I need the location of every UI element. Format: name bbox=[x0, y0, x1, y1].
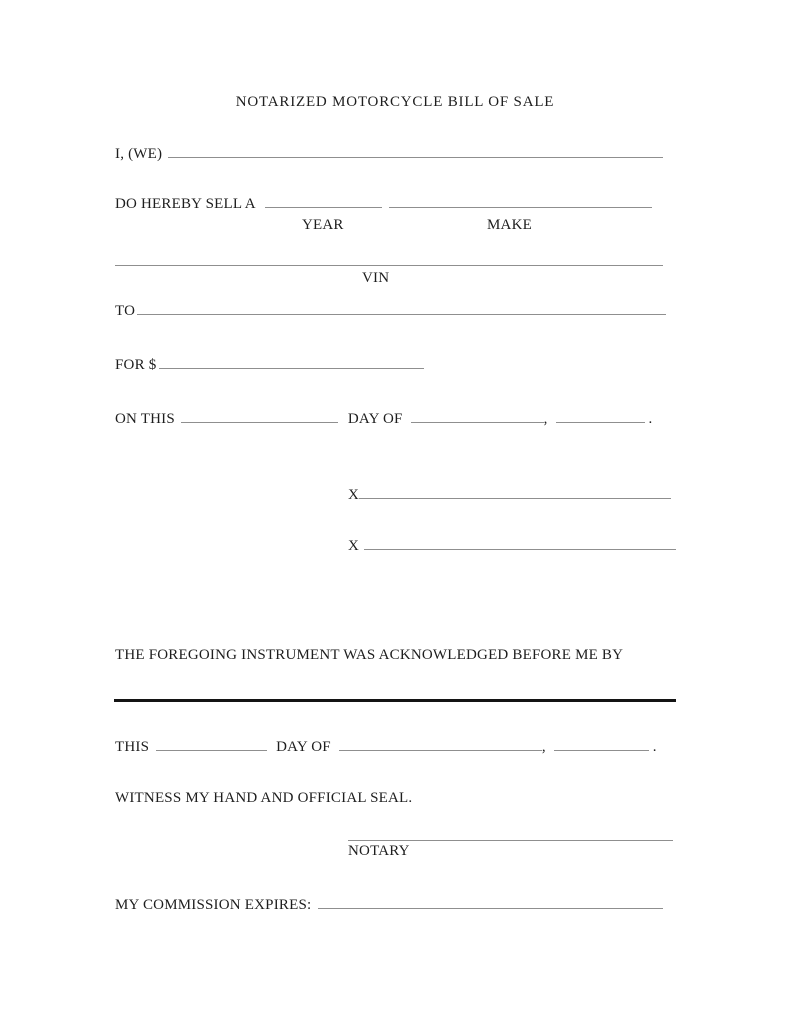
sale-day-field[interactable] bbox=[181, 409, 338, 423]
this-label: THIS bbox=[115, 739, 150, 755]
notary-signature-field[interactable] bbox=[348, 827, 673, 841]
to-label: TO bbox=[115, 303, 136, 319]
day-of-label: DAY OF bbox=[276, 739, 331, 755]
acknowledgment-statement bbox=[115, 646, 623, 664]
commission-expires-label: MY COMMISSION EXPIRES: bbox=[115, 897, 312, 913]
commission-expiry-field[interactable] bbox=[318, 895, 663, 909]
vehicle-row bbox=[115, 194, 652, 213]
witness-statement-text: WITNESS MY HAND AND OFFICIAL SEAL. bbox=[115, 790, 413, 806]
sale-month-field[interactable] bbox=[411, 409, 544, 423]
year-caption: YEAR bbox=[302, 217, 344, 233]
seller-name-field[interactable] bbox=[168, 144, 663, 158]
make-field[interactable] bbox=[389, 194, 652, 208]
section-divider bbox=[114, 699, 676, 702]
buyer-signature-row bbox=[348, 536, 676, 555]
price-row bbox=[115, 355, 424, 374]
year-field[interactable] bbox=[265, 194, 382, 208]
acknowledgment-year-field[interactable] bbox=[554, 737, 649, 751]
page-title: NOTARIZED MOTORCYCLE BILL OF SALE bbox=[235, 94, 555, 110]
acknowledgment-day-field[interactable] bbox=[156, 737, 267, 751]
comma-text: , bbox=[543, 411, 548, 427]
buyer-row bbox=[115, 301, 666, 320]
comma-text: , bbox=[541, 739, 546, 755]
period-text: . bbox=[648, 411, 653, 427]
on-this-label: ON THIS bbox=[115, 411, 175, 427]
seller-signature-row bbox=[348, 485, 671, 504]
notary-caption: NOTARY bbox=[348, 843, 410, 859]
signature-x-prefix: X bbox=[348, 538, 360, 554]
vin-field[interactable] bbox=[115, 265, 663, 266]
acknowledgment-date-row bbox=[115, 737, 657, 756]
seller-name-row bbox=[115, 144, 663, 163]
day-of-label: DAY OF bbox=[347, 411, 403, 427]
witness-statement bbox=[115, 789, 412, 807]
seller-signature-field[interactable] bbox=[359, 485, 671, 499]
vin-caption: VIN bbox=[362, 270, 390, 286]
commission-expiry-row bbox=[115, 895, 663, 914]
seller-intro-label: I, (WE) bbox=[115, 146, 163, 162]
make-caption: MAKE bbox=[487, 217, 532, 233]
buyer-signature-field[interactable] bbox=[364, 536, 676, 550]
acknowledgment-month-field[interactable] bbox=[339, 737, 542, 751]
sale-year-field[interactable] bbox=[556, 409, 645, 423]
acknowledgment-statement-text: THE FOREGOING INSTRUMENT WAS ACKNOWLEDGED BEFORE ME BY bbox=[115, 647, 624, 663]
price-field[interactable] bbox=[159, 355, 424, 369]
sell-clause-label: DO HEREBY SELL A bbox=[115, 196, 256, 212]
buyer-name-field[interactable] bbox=[137, 301, 666, 315]
period-text: . bbox=[652, 739, 657, 755]
sale-date-row bbox=[115, 409, 653, 428]
price-label: FOR $ bbox=[115, 357, 157, 373]
signature-x-prefix: X bbox=[348, 487, 360, 503]
